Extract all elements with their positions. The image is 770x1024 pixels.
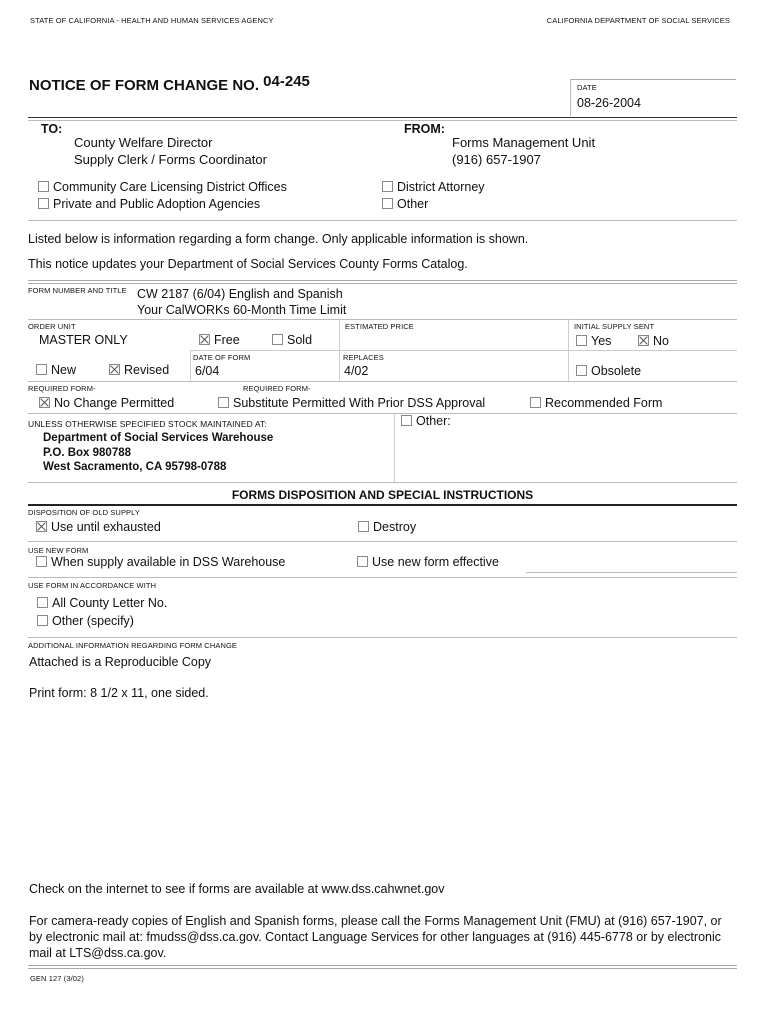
yes-checkbox[interactable]: Yes — [576, 334, 611, 348]
checkbox-checked-icon[interactable] — [109, 364, 120, 375]
stock-address-line: Department of Social Services Warehouse — [43, 432, 274, 444]
stock-address-line: P.O. Box 980788 — [43, 446, 132, 459]
other-stock-checkbox[interactable]: Other: — [401, 414, 451, 428]
from-label: FROM: — [404, 122, 445, 136]
notice-number: 04-245 — [263, 73, 310, 90]
checkbox-icon[interactable] — [36, 364, 47, 375]
checkbox-icon[interactable] — [272, 334, 283, 345]
estimated-price-label: ESTIMATED PRICE — [345, 322, 414, 331]
form-number-title-label: FORM NUMBER AND TITLE — [28, 286, 127, 295]
replaces-label: REPLACES — [343, 353, 384, 362]
form-id: GEN 127 (3/02) — [30, 974, 84, 983]
checkbox-icon[interactable] — [401, 415, 412, 426]
internet-note: Check on the internet to see if forms are available at www.dss.cahwnet.gov — [29, 882, 445, 896]
to-block — [74, 134, 267, 168]
checkbox-icon[interactable] — [382, 181, 393, 192]
recommended-checkbox[interactable]: Recommended Form — [530, 396, 662, 410]
sold-checkbox[interactable]: Sold — [272, 333, 312, 347]
replaces-value: 4/02 — [344, 364, 369, 378]
to-line: Supply Clerk / Forms Coordinator — [74, 152, 267, 167]
destroy-checkbox[interactable]: Destroy — [358, 520, 416, 534]
form-number-title — [137, 286, 346, 318]
all-county-checkbox[interactable]: All County Letter No. — [37, 594, 167, 612]
checkbox-icon[interactable] — [218, 397, 229, 408]
recipient-checkbox-other[interactable]: Other — [382, 196, 485, 213]
recipient-checkbox-ccl[interactable]: Community Care Licensing District Offices — [38, 179, 287, 196]
checkbox-icon[interactable] — [37, 597, 48, 608]
checkbox-checked-icon[interactable] — [638, 335, 649, 346]
checkbox-icon[interactable] — [576, 365, 587, 376]
obsolete-checkbox[interactable]: Obsolete — [576, 364, 641, 378]
use-new-effective-checkbox[interactable]: Use new form effective — [357, 555, 499, 569]
checkbox-icon[interactable] — [38, 181, 49, 192]
stock-label: UNLESS OTHERWISE SPECIFIED STOCK MAINTAINED AT: — [28, 419, 267, 429]
to-line: County Welfare Director — [74, 135, 213, 150]
recipients-right — [382, 179, 485, 213]
form-number: CW 2187 (6/04) English and Spanish — [137, 287, 343, 301]
camera-ready-line: by electronic mail at: fmudss@dss.ca.gov. Contact Language Services for other languages at (916) 445-6778 or by electronic — [29, 930, 721, 944]
checkbox-icon[interactable] — [37, 615, 48, 626]
checkbox-icon[interactable] — [36, 556, 47, 567]
agency-right: CALIFORNIA DEPARTMENT OF SOCIAL SERVICES — [546, 16, 730, 25]
intro-line-1: Listed below is information regarding a form change. Only applicable information is shown. — [28, 232, 529, 246]
camera-ready-line: mail at LTS@dss.ca.gov. — [29, 946, 167, 960]
camera-ready-note — [29, 913, 722, 961]
form-title: Your CalWORKs 60-Month Time Limit — [137, 303, 347, 317]
checkbox-checked-icon[interactable] — [36, 521, 47, 532]
free-checkbox[interactable]: Free — [199, 333, 240, 347]
revised-checkbox[interactable]: Revised — [109, 363, 169, 377]
intro-line-2: This notice updates your Department of Social Services County Forms Catalog. — [28, 257, 468, 271]
checkbox-icon[interactable] — [38, 198, 49, 209]
recipients-left — [38, 179, 287, 213]
to-label: TO: — [41, 122, 63, 136]
checkbox-icon[interactable] — [530, 397, 541, 408]
new-checkbox[interactable]: New — [36, 363, 76, 377]
other-specify-checkbox[interactable]: Other (specify) — [37, 612, 167, 630]
accordance-label: USE FORM IN ACCORDANCE WITH — [28, 581, 157, 590]
stock-address — [43, 431, 273, 475]
checkbox-icon[interactable] — [382, 198, 393, 209]
disposition-heading: FORMS DISPOSITION AND SPECIAL INSTRUCTIONS — [231, 488, 534, 502]
substitute-checkbox[interactable]: Substitute Permitted With Prior DSS Approval — [218, 396, 485, 410]
checkbox-checked-icon[interactable] — [199, 334, 210, 345]
date-of-form-label: DATE OF FORM — [193, 353, 251, 362]
stock-address-line: West Sacramento, CA 95798-0788 — [43, 461, 227, 473]
required-form-label-1: REQUIRED FORM- — [28, 384, 96, 393]
additional-line-1: Attached is a Reproducible Copy — [29, 655, 212, 669]
date-of-form-value: 6/04 — [195, 364, 220, 378]
page-title: NOTICE OF FORM CHANGE NO. 04-245 — [29, 73, 310, 94]
from-line: (916) 657-1907 — [452, 152, 541, 167]
accordance-options — [37, 594, 167, 630]
checkbox-icon[interactable] — [357, 556, 368, 567]
no-checkbox[interactable]: No — [638, 334, 669, 348]
when-supply-checkbox[interactable]: When supply available in DSS Warehouse — [36, 555, 285, 569]
checkbox-checked-icon[interactable] — [39, 397, 50, 408]
required-form-label-2: REQUIRED FORM- — [243, 384, 311, 393]
order-unit-value: MASTER ONLY — [39, 333, 128, 347]
initial-supply-label: INITIAL SUPPLY SENT — [574, 322, 655, 331]
from-line: Forms Management Unit — [452, 135, 596, 150]
agency-left: STATE OF CALIFORNIA - HEALTH AND HUMAN SERVICES AGENCY — [30, 16, 274, 25]
camera-ready-line: For camera-ready copies of English and Spanish forms, please call the Forms Management Unit (FMU) at (916) 657-1907, or — [29, 914, 722, 928]
recipient-checkbox-adoption[interactable]: Private and Public Adoption Agencies — [38, 196, 287, 213]
old-supply-label: DISPOSITION OF OLD SUPPLY — [28, 508, 140, 517]
checkbox-icon[interactable] — [576, 335, 587, 346]
no-change-checkbox[interactable]: No Change Permitted — [39, 396, 174, 410]
recipient-checkbox-da[interactable]: District Attorney — [382, 179, 485, 196]
use-until-checkbox[interactable]: Use until exhausted — [36, 520, 161, 534]
date-label: DATE — [577, 83, 597, 92]
order-unit-label: ORDER UNIT — [28, 322, 76, 331]
use-new-label: USE NEW FORM — [28, 546, 89, 555]
additional-line-2: Print form: 8 1/2 x 11, one sided. — [29, 686, 209, 700]
date-value: 08-26-2004 — [577, 96, 641, 110]
additional-label: ADDITIONAL INFORMATION REGARDING FORM CHANGE — [28, 641, 237, 650]
checkbox-icon[interactable] — [358, 521, 369, 532]
from-block — [452, 134, 595, 168]
